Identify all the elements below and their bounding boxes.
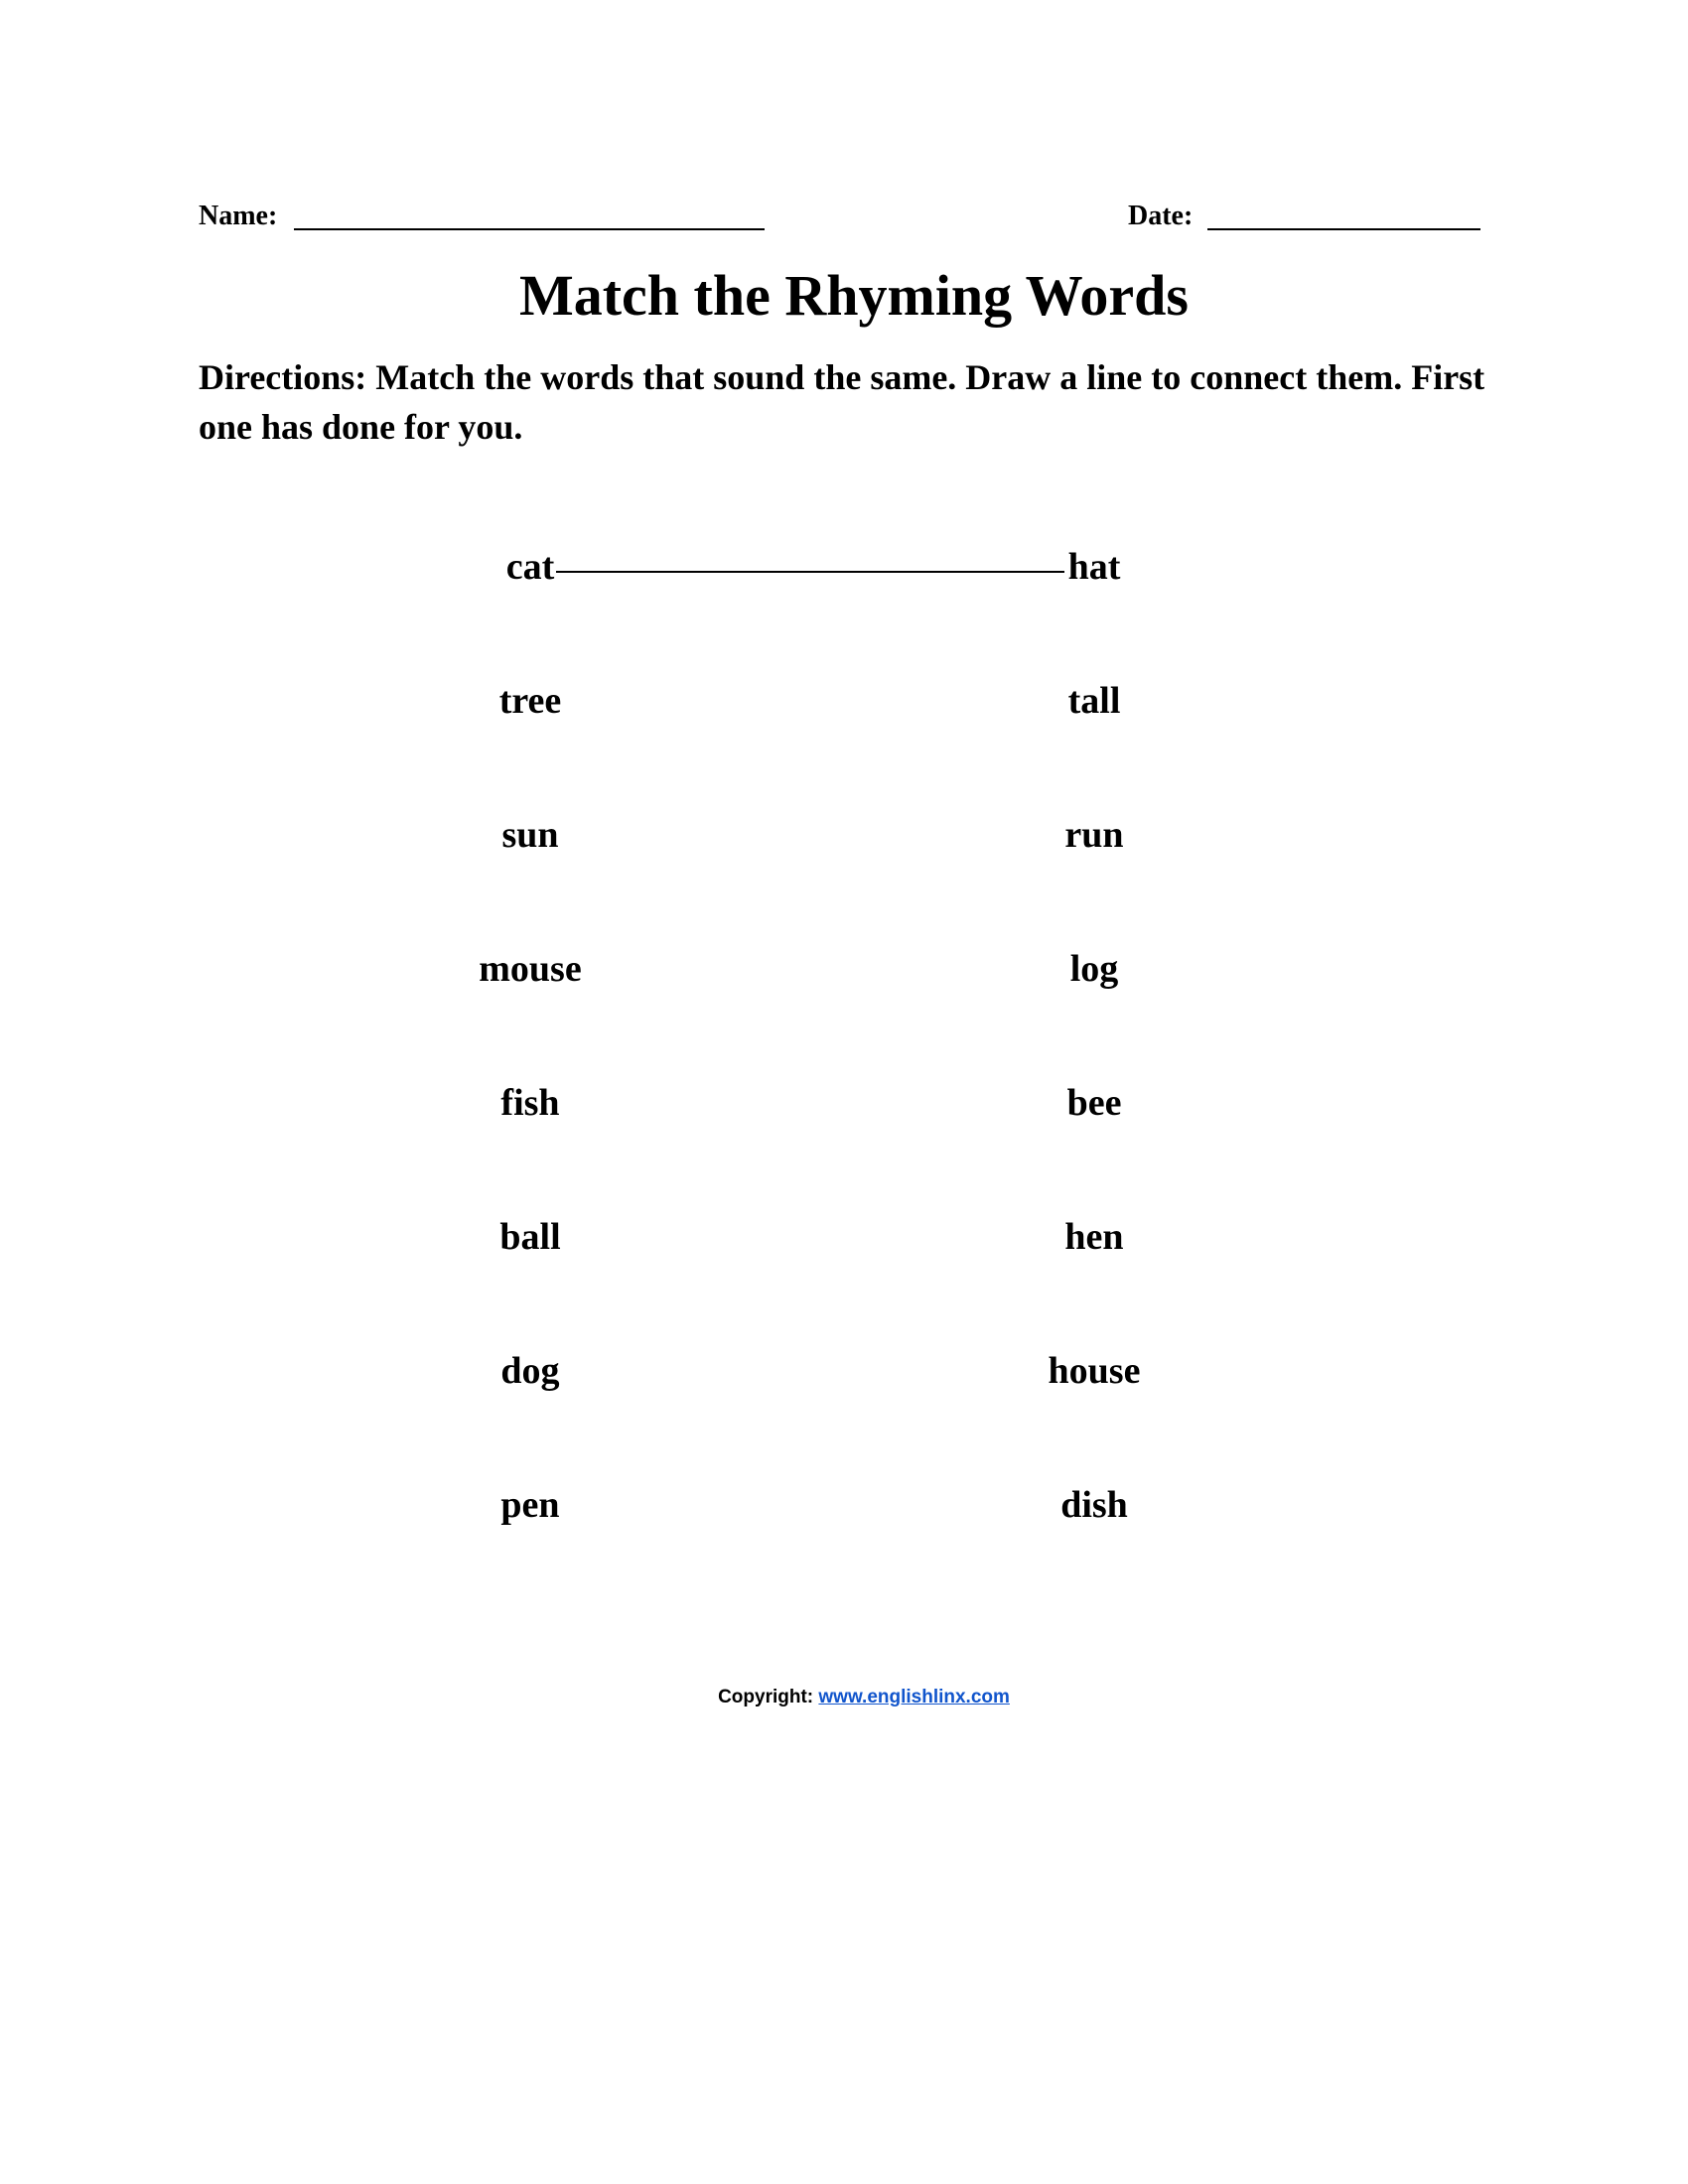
right-word-6: hen: [1064, 1216, 1124, 1258]
copyright-label: Copyright:: [718, 1687, 814, 1707]
right-word-2: tall: [1067, 680, 1121, 722]
left-word-6: ball: [499, 1216, 561, 1258]
page-title: Match the Rhyming Words: [518, 263, 1190, 328]
left-word-4: mouse: [479, 948, 582, 990]
left-word-3: sun: [501, 814, 559, 856]
right-word-5: bee: [1066, 1082, 1122, 1124]
directions-text: Directions: Match the words that sound the same. Draw a line to connect them. First one has done for you.: [199, 357, 1485, 447]
left-word-7: dog: [500, 1350, 560, 1392]
name-label: Name:: [199, 201, 278, 231]
date-label: Date:: [1128, 201, 1194, 231]
name-blank-line[interactable]: [294, 228, 765, 230]
left-word-8: pen: [500, 1484, 560, 1526]
left-word-1: cat: [505, 546, 555, 588]
left-word-2: tree: [498, 680, 562, 722]
copyright-footer: [0, 1683, 1688, 1712]
right-word-7: house: [1048, 1350, 1141, 1392]
left-word-5: fish: [500, 1082, 560, 1124]
right-word-1: hat: [1067, 546, 1121, 588]
example-connecting-line: [556, 571, 1064, 573]
right-word-8: dish: [1060, 1484, 1128, 1526]
header-row: [199, 197, 1489, 236]
right-word-3: run: [1064, 814, 1124, 856]
englishlinx-link[interactable]: www.englishlinx.com: [818, 1687, 1010, 1707]
right-word-4: log: [1069, 948, 1119, 990]
date-blank-line[interactable]: [1207, 228, 1480, 230]
